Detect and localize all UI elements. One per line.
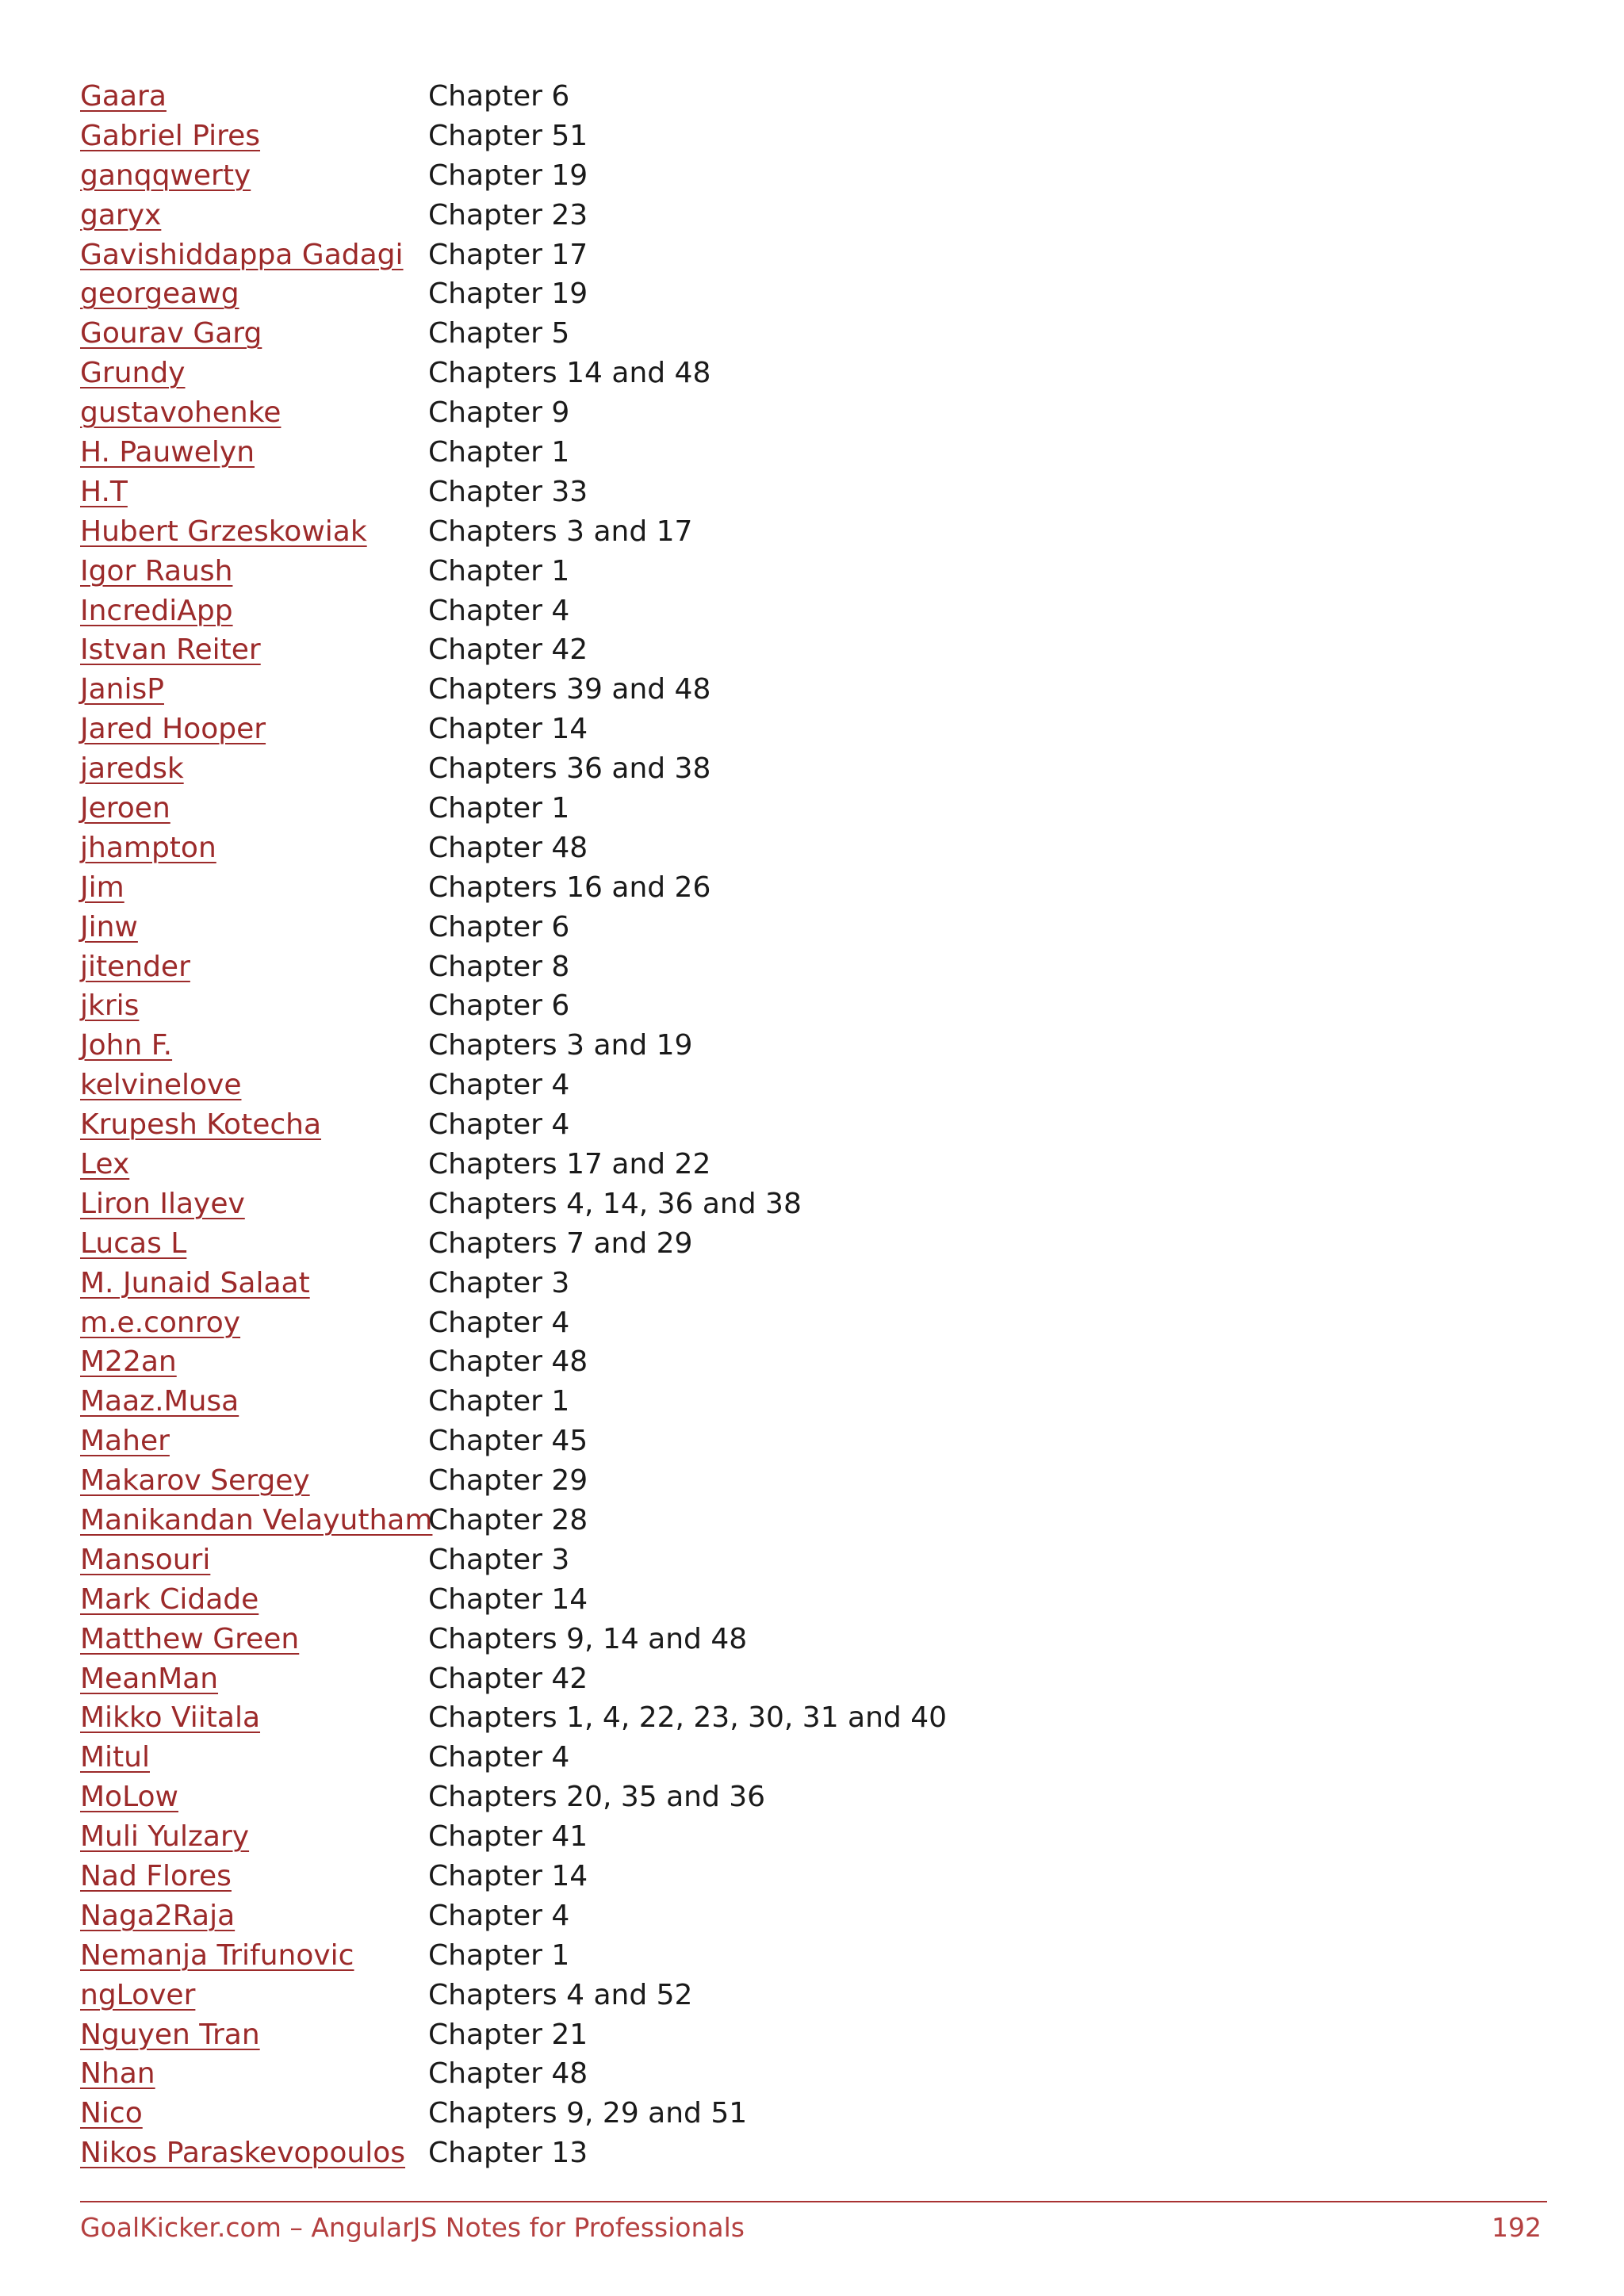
contributor-chapters: Chapter 17 <box>428 238 588 271</box>
contributor-row <box>80 1303 952 1343</box>
contributor-chapters: Chapter 6 <box>428 910 570 943</box>
contributor-chapters: Chapters 9, 29 and 51 <box>428 2097 748 2130</box>
contributor-row <box>80 2015 952 2055</box>
contributor-name-link[interactable]: Nguyen Tran <box>80 2018 260 2051</box>
contributor-chapters: Chapter 3 <box>428 1266 570 1299</box>
contributor-row <box>80 473 952 512</box>
contributor-chapters: Chapter 33 <box>428 475 588 508</box>
contributor-name-link[interactable]: Mark Cidade <box>80 1582 259 1616</box>
contributor-chapters: Chapter 45 <box>428 1425 588 1458</box>
contributor-name-link[interactable]: Mikko Viitala <box>80 1701 261 1735</box>
contributor-chapters: Chapter 42 <box>428 1662 588 1695</box>
contributor-row <box>80 1896 952 1936</box>
contributor-chapters: Chapters 36 and 38 <box>428 752 711 786</box>
contributor-name-link[interactable]: JanisP <box>80 673 164 706</box>
contributor-row <box>80 1580 952 1620</box>
contributor-name-link[interactable]: IncrediApp <box>80 594 233 627</box>
contributor-row <box>80 314 952 354</box>
contributor-row <box>80 235 952 275</box>
contributor-name-link[interactable]: jhampton <box>80 831 216 864</box>
contributor-row <box>80 828 952 868</box>
contributor-chapters: Chapter 4 <box>428 1069 570 1102</box>
contributor-chapters: Chapter 48 <box>428 1345 588 1379</box>
contributor-chapters: Chapter 13 <box>428 2137 588 2170</box>
contributor-row <box>80 1817 952 1857</box>
contributor-chapters: Chapter 4 <box>428 1108 570 1142</box>
contributor-chapters: Chapters 39 and 48 <box>428 673 711 706</box>
contributor-row <box>80 274 952 314</box>
contributor-row <box>80 1422 952 1461</box>
contributor-row <box>80 512 952 552</box>
contributor-chapters: Chapters 14 and 48 <box>428 357 711 390</box>
contributor-name-link[interactable]: Maaz.Musa <box>80 1385 239 1418</box>
contributor-row <box>80 1382 952 1422</box>
contributor-name-link[interactable]: Nikos Paraskevopoulos <box>80 2137 406 2170</box>
contributor-row <box>80 1026 952 1066</box>
contributor-row <box>80 1224 952 1264</box>
contributor-row <box>80 552 952 591</box>
contributor-name-link[interactable]: Jeroen <box>80 791 170 825</box>
contributor-name-link[interactable]: M22an <box>80 1345 177 1379</box>
contributor-row <box>80 1699 952 1739</box>
page-number: 192 <box>1492 2212 1542 2243</box>
contributor-chapters: Chapters 9, 14 and 48 <box>428 1622 748 1655</box>
contributor-chapters: Chapter 1 <box>428 435 570 469</box>
contributor-name-link[interactable]: jkris <box>80 989 140 1023</box>
contributor-chapters: Chapter 6 <box>428 989 570 1023</box>
contributor-name-link[interactable]: Mitul <box>80 1741 150 1774</box>
contributor-name-link[interactable]: jaredsk <box>80 752 184 786</box>
contributor-chapters: Chapters 16 and 26 <box>428 871 711 904</box>
contributor-name-link[interactable]: gustavohenke <box>80 396 282 430</box>
contributor-row <box>80 156 952 196</box>
contributor-name-link[interactable]: H.T <box>80 475 128 508</box>
contributor-name-link[interactable]: Nemanja Trifunovic <box>80 1938 354 1972</box>
contributor-row <box>80 1620 952 1659</box>
contributor-row <box>80 433 952 473</box>
contributor-name-link[interactable]: ganqqwerty <box>80 159 251 192</box>
contributor-row <box>80 1184 952 1224</box>
contributor-row <box>80 1066 952 1105</box>
contributor-chapters: Chapter 1 <box>428 1938 570 1972</box>
contributor-chapters: Chapter 8 <box>428 950 570 983</box>
contributor-name-link[interactable]: Mansouri <box>80 1543 211 1576</box>
contributor-row <box>80 354 952 393</box>
contributor-chapters: Chapter 1 <box>428 554 570 587</box>
contributor-chapters: Chapter 28 <box>428 1504 588 1536</box>
contributor-chapters: Chapter 9 <box>428 396 570 430</box>
contributor-chapters: Chapter 4 <box>428 1741 570 1774</box>
contributor-name-link[interactable]: Matthew Green <box>80 1622 300 1655</box>
contributor-chapters: Chapter 14 <box>428 713 588 746</box>
contributor-chapters: Chapter 23 <box>428 198 588 232</box>
contributor-row <box>80 2094 952 2133</box>
contributor-row <box>80 670 952 710</box>
contributor-chapters: Chapter 3 <box>428 1543 570 1576</box>
contributor-name-link[interactable]: Jim <box>80 871 124 904</box>
contributor-chapters: Chapters 7 and 29 <box>428 1226 693 1260</box>
contributor-row <box>80 986 952 1026</box>
contributor-row <box>80 1738 952 1777</box>
contributor-row <box>80 1501 952 1540</box>
contributor-row <box>80 1264 952 1303</box>
contributor-name-link[interactable]: jitender <box>80 950 190 983</box>
contributor-chapters: Chapter 1 <box>428 791 570 825</box>
footer-source-text: GoalKicker.com – AngularJS Notes for Professionals <box>80 2212 745 2243</box>
contributor-name-link[interactable]: Muli Yulzary <box>80 1820 250 1854</box>
contributor-name-link[interactable]: Maher <box>80 1425 170 1458</box>
contributor-name-link[interactable]: Liron Ilayev <box>80 1187 245 1220</box>
contributor-row <box>80 591 952 631</box>
contributor-chapters: Chapters 3 and 19 <box>428 1029 693 1062</box>
contributor-row <box>80 1461 952 1501</box>
contributor-row <box>80 1659 952 1699</box>
contributor-row <box>80 2133 952 2173</box>
contributor-name-link[interactable]: Igor Raush <box>80 554 233 587</box>
contributor-name-link[interactable]: Jared Hooper <box>80 713 266 746</box>
contributor-name-link[interactable]: Gourav Garg <box>80 317 262 350</box>
contributor-row <box>80 1976 952 2015</box>
contributor-name-link[interactable]: MeanMan <box>80 1662 219 1695</box>
contributor-name-link[interactable]: M. Junaid Salaat <box>80 1266 310 1299</box>
contributor-row <box>80 710 952 749</box>
contributor-chapters: Chapters 1, 4, 22, 23, 30, 31 and 40 <box>428 1701 948 1735</box>
contributor-row <box>80 1145 952 1184</box>
contributor-chapters: Chapters 4 and 52 <box>428 1978 693 2011</box>
contributor-row <box>80 868 952 908</box>
contributor-row <box>80 1777 952 1817</box>
contributor-chapters: Chapter 14 <box>428 1582 588 1616</box>
contributor-chapters: Chapters 20, 35 and 36 <box>428 1781 766 1814</box>
contributor-name-link[interactable]: Gavishiddappa Gadagi <box>80 238 404 271</box>
contributor-chapters: Chapter 48 <box>428 831 588 864</box>
contributor-chapters: Chapter 48 <box>428 2057 588 2091</box>
contributor-chapters: Chapter 4 <box>428 1899 570 1932</box>
contributor-name-link[interactable]: Lucas L <box>80 1226 187 1260</box>
contributor-chapters: Chapter 4 <box>428 1306 570 1339</box>
contributor-name-link[interactable]: m.e.conroy <box>80 1306 241 1339</box>
contributor-chapters: Chapter 4 <box>428 594 570 627</box>
contributor-name-link[interactable]: Gaara <box>80 79 167 113</box>
contributor-chapters: Chapter 19 <box>428 277 588 311</box>
contributor-name-link[interactable]: H. Pauwelyn <box>80 435 255 469</box>
contributor-name-link[interactable]: Grundy <box>80 357 186 390</box>
contributor-chapters: Chapter 41 <box>428 1820 588 1854</box>
contributor-chapters: Chapter 42 <box>428 633 588 667</box>
contributor-row <box>80 393 952 433</box>
contributor-chapters: Chapter 19 <box>428 159 588 192</box>
contributor-row <box>80 789 952 828</box>
contributor-chapters: Chapters 4, 14, 36 and 38 <box>428 1187 802 1220</box>
contributor-row <box>80 947 952 987</box>
contributor-row <box>80 1857 952 1896</box>
contributor-name-link[interactable]: Lex <box>80 1147 130 1181</box>
contributor-name-link[interactable]: Hubert Grzeskowiak <box>80 515 367 548</box>
contributor-name-link[interactable]: Nad Flores <box>80 1860 232 1893</box>
contributor-row <box>80 1540 952 1580</box>
contributor-chapters: Chapters 17 and 22 <box>428 1147 711 1181</box>
contributor-chapters: Chapter 29 <box>428 1464 588 1498</box>
contributor-name-link[interactable]: garyx <box>80 198 162 232</box>
contributor-row <box>80 908 952 947</box>
contributor-row <box>80 2055 952 2095</box>
contributor-row <box>80 77 952 117</box>
footer-divider <box>80 2201 1547 2202</box>
contributor-row <box>80 196 952 235</box>
contributor-name-link[interactable]: Makarov Sergey <box>80 1464 310 1498</box>
contributor-chapters: Chapter 6 <box>428 79 570 113</box>
contributor-name-link[interactable]: Istvan Reiter <box>80 633 261 667</box>
contributor-list <box>80 77 952 2173</box>
contributor-name-link[interactable]: Jinw <box>80 910 138 943</box>
contributor-chapters: Chapter 5 <box>428 317 570 350</box>
contributor-name-link[interactable]: Krupesh Kotecha <box>80 1108 322 1142</box>
contributor-name-link[interactable]: georgeawg <box>80 277 239 311</box>
contributor-chapters: Chapter 14 <box>428 1860 588 1893</box>
contributor-row <box>80 1343 952 1383</box>
contributor-row <box>80 1936 952 1976</box>
contributor-chapters: Chapters 3 and 17 <box>428 515 693 548</box>
contributor-row <box>80 117 952 156</box>
contributor-chapters: Chapter 1 <box>428 1385 570 1418</box>
contributor-name-link[interactable]: Naga2Raja <box>80 1899 236 1932</box>
contributor-name-link[interactable]: Gabriel Pires <box>80 119 261 152</box>
contributor-name-link[interactable]: kelvinelove <box>80 1069 242 1102</box>
contributor-name-link[interactable]: MoLow <box>80 1781 178 1814</box>
contributor-row <box>80 1105 952 1145</box>
contributor-chapters: Chapter 21 <box>428 2018 588 2051</box>
contributor-row <box>80 630 952 670</box>
contributor-name-link[interactable]: Manikandan Velayutham <box>80 1504 433 1536</box>
contributor-chapters: Chapter 51 <box>428 119 588 152</box>
contributor-name-link[interactable]: Nico <box>80 2097 143 2130</box>
contributor-name-link[interactable]: Nhan <box>80 2057 155 2091</box>
contributor-name-link[interactable]: John F. <box>80 1029 173 1062</box>
contributor-name-link[interactable]: ngLover <box>80 1978 196 2011</box>
contributor-row <box>80 749 952 789</box>
